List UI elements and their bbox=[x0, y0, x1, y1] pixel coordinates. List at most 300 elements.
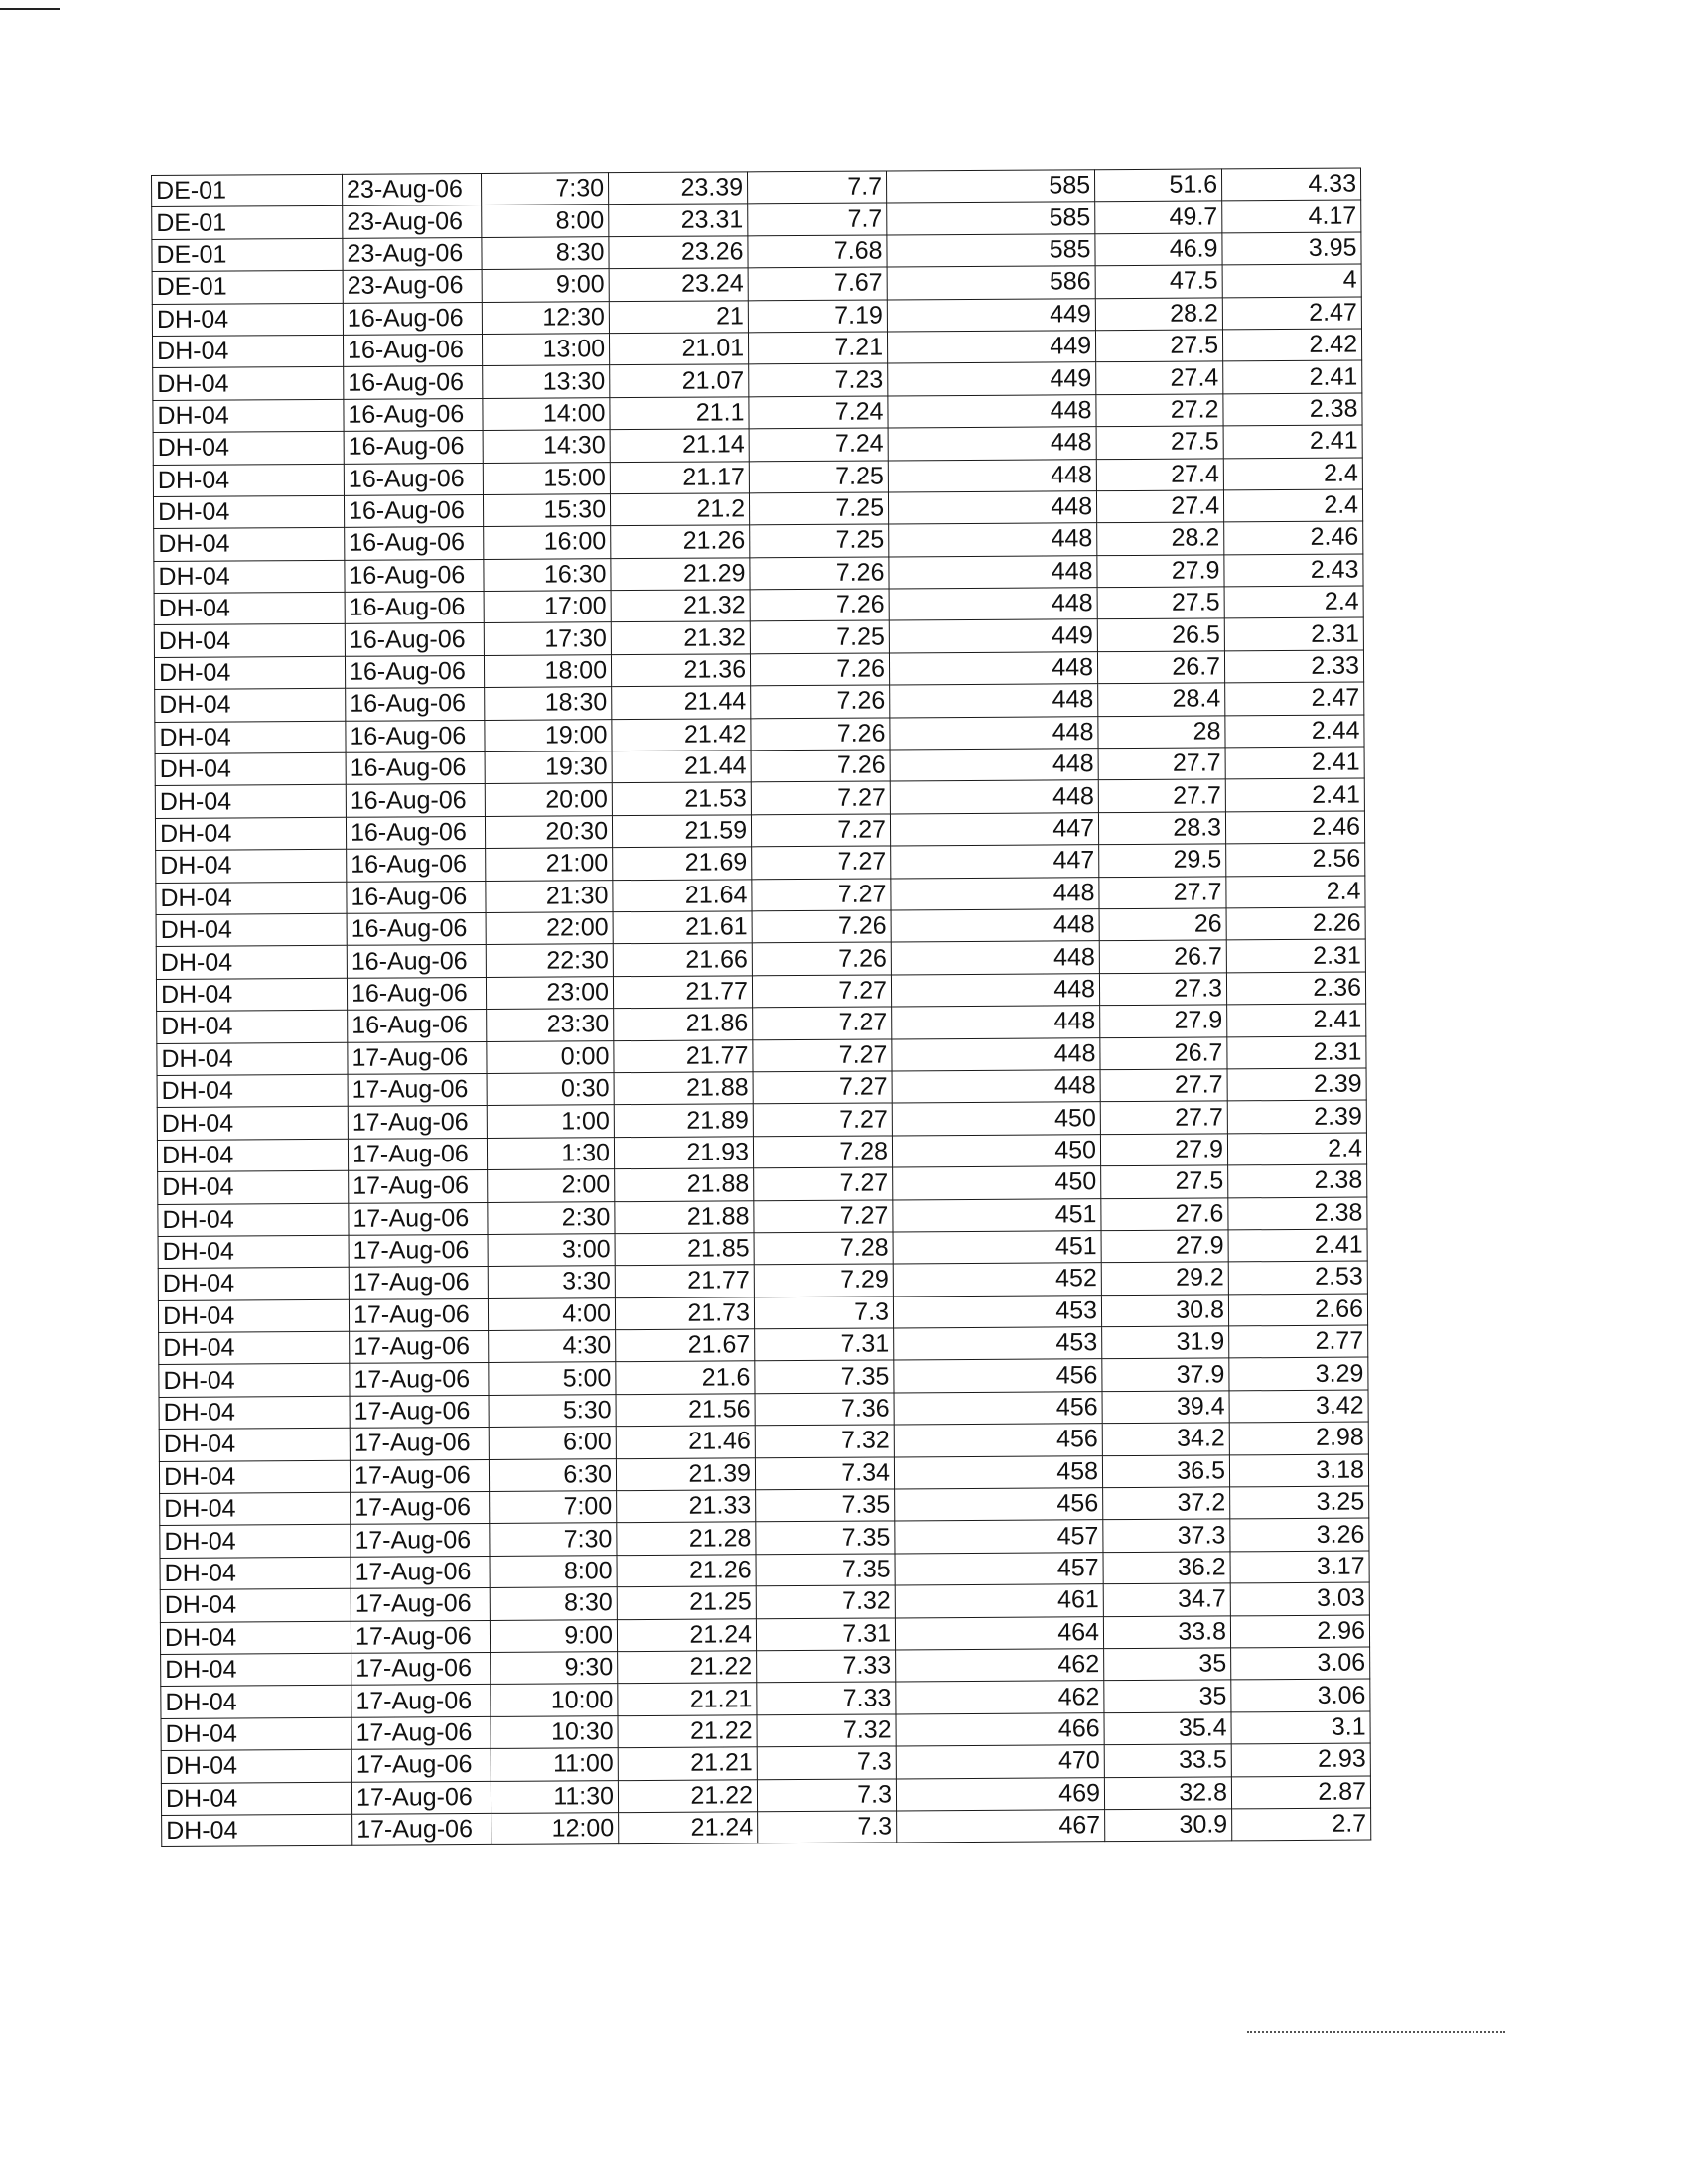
table-cell: 26.5 bbox=[1097, 618, 1224, 651]
table-cell: 3.18 bbox=[1229, 1454, 1368, 1487]
table-cell: 13:30 bbox=[483, 365, 610, 398]
table-cell: 16-Aug-06 bbox=[344, 463, 483, 495]
table-cell: 21.14 bbox=[610, 429, 749, 462]
table-cell: 21.88 bbox=[615, 1200, 754, 1233]
table-cell: 5:30 bbox=[489, 1395, 616, 1428]
table-cell: 2.41 bbox=[1223, 360, 1362, 393]
scan-artifact-line bbox=[0, 8, 60, 10]
table-cell: 2.56 bbox=[1226, 843, 1365, 876]
table-cell: 448 bbox=[889, 555, 1097, 589]
table-cell: 27.5 bbox=[1101, 1165, 1228, 1198]
table-cell: 17-Aug-06 bbox=[351, 1652, 491, 1685]
table-cell: 585 bbox=[886, 170, 1094, 204]
table-cell: 7.26 bbox=[750, 653, 889, 686]
table-cell: 27.7 bbox=[1098, 748, 1225, 780]
table-cell: DE-01 bbox=[152, 270, 343, 304]
table-cell: 7.68 bbox=[748, 235, 887, 268]
table-cell: 7:30 bbox=[490, 1523, 617, 1556]
table-cell: 7.33 bbox=[757, 1650, 896, 1683]
table-cell: 6:30 bbox=[489, 1458, 616, 1491]
table-cell: 462 bbox=[896, 1649, 1104, 1683]
table-cell: 17-Aug-06 bbox=[348, 1073, 487, 1106]
table-cell: 7.27 bbox=[752, 846, 891, 879]
table-cell: DH-04 bbox=[159, 1460, 350, 1494]
table-cell: 2.41 bbox=[1228, 1229, 1367, 1262]
table-cell: 27.9 bbox=[1101, 1230, 1228, 1263]
table-cell: 7.32 bbox=[755, 1425, 894, 1457]
table-cell: 22:30 bbox=[486, 944, 613, 977]
data-table-container bbox=[151, 168, 1371, 1848]
table-cell: 7.7 bbox=[748, 203, 887, 235]
table-cell: 7.31 bbox=[755, 1328, 894, 1361]
table-cell: 7.67 bbox=[748, 267, 887, 300]
table-cell: 2.33 bbox=[1224, 650, 1363, 683]
table-cell: DH-04 bbox=[155, 689, 346, 723]
table-cell: 7.27 bbox=[753, 1039, 892, 1072]
table-cell: 2.47 bbox=[1225, 682, 1364, 715]
table-cell: 21.22 bbox=[618, 1715, 757, 1748]
table-cell: 21.88 bbox=[614, 1072, 753, 1105]
table-cell: 7.26 bbox=[750, 557, 889, 590]
table-cell: 2.39 bbox=[1227, 1068, 1366, 1101]
table-cell: 16-Aug-06 bbox=[346, 720, 485, 752]
table-cell: 46.9 bbox=[1095, 233, 1222, 266]
table-cell: 18:00 bbox=[484, 655, 611, 688]
table-cell: 9:00 bbox=[490, 1619, 617, 1652]
table-cell: DH-04 bbox=[152, 335, 343, 368]
data-table bbox=[151, 168, 1371, 1848]
table-cell: 2.26 bbox=[1226, 907, 1365, 940]
table-cell: 2.93 bbox=[1231, 1743, 1370, 1776]
table-cell: 49.7 bbox=[1095, 201, 1222, 233]
table-cell: 2.41 bbox=[1223, 425, 1362, 458]
table-cell: 16-Aug-06 bbox=[346, 751, 485, 784]
table-cell: 453 bbox=[893, 1295, 1101, 1328]
table-cell: 21.85 bbox=[615, 1233, 754, 1266]
table-cell: 449 bbox=[887, 298, 1095, 332]
table-cell: 21.42 bbox=[612, 718, 751, 751]
table-cell: 3.25 bbox=[1230, 1486, 1369, 1519]
table-cell: 21.1 bbox=[610, 397, 749, 430]
table-cell: 27.6 bbox=[1101, 1197, 1228, 1230]
table-cell: DE-01 bbox=[152, 238, 343, 272]
table-cell: DH-04 bbox=[158, 1203, 349, 1237]
table-cell: 449 bbox=[888, 362, 1096, 396]
table-cell: 21.33 bbox=[617, 1490, 756, 1523]
table-cell: 29.5 bbox=[1099, 844, 1226, 877]
table-cell: 21.61 bbox=[613, 911, 752, 944]
table-cell: 23.26 bbox=[609, 236, 748, 269]
table-cell: 7.36 bbox=[755, 1393, 894, 1426]
table-cell: 448 bbox=[891, 909, 1099, 943]
table-cell: 7.35 bbox=[756, 1521, 895, 1554]
table-cell: 21:00 bbox=[486, 848, 613, 881]
table-cell: 7.25 bbox=[750, 524, 889, 557]
table-cell: 7.24 bbox=[749, 396, 888, 429]
table-cell: 27.4 bbox=[1096, 490, 1223, 523]
table-cell: 23:30 bbox=[487, 1009, 614, 1041]
table-cell: 17-Aug-06 bbox=[351, 1588, 490, 1621]
table-cell: 2.66 bbox=[1228, 1294, 1367, 1326]
table-cell: 17-Aug-06 bbox=[349, 1298, 488, 1331]
table-cell: 585 bbox=[887, 233, 1095, 267]
table-cell: 2.42 bbox=[1222, 329, 1361, 361]
table-cell: 450 bbox=[892, 1102, 1100, 1136]
table-cell: 16-Aug-06 bbox=[346, 816, 485, 849]
table-cell: 2.47 bbox=[1222, 297, 1361, 330]
table-cell: 21.46 bbox=[616, 1426, 755, 1458]
table-cell: 21.56 bbox=[616, 1394, 755, 1427]
table-cell: 17-Aug-06 bbox=[350, 1395, 489, 1428]
table-cell: 7.24 bbox=[749, 428, 888, 461]
table-cell: 27.7 bbox=[1099, 876, 1226, 908]
table-cell: 2.4 bbox=[1223, 489, 1362, 522]
table-cell: 21.59 bbox=[612, 815, 751, 848]
table-cell: 448 bbox=[889, 523, 1097, 557]
table-cell: 21.24 bbox=[619, 1812, 758, 1844]
table-cell: 457 bbox=[895, 1520, 1103, 1554]
table-cell: 7.32 bbox=[756, 1585, 895, 1618]
table-cell: 34.7 bbox=[1103, 1583, 1230, 1616]
table-cell: 3:30 bbox=[488, 1266, 615, 1298]
table-cell: DH-04 bbox=[158, 1235, 349, 1269]
table-cell: 23:00 bbox=[486, 976, 613, 1009]
table-cell: DH-04 bbox=[161, 1686, 351, 1719]
table-cell: 23.24 bbox=[609, 268, 748, 301]
table-cell: 17-Aug-06 bbox=[350, 1363, 489, 1396]
table-cell: 27.5 bbox=[1097, 587, 1224, 619]
scan-artifact-noise bbox=[1247, 2031, 1505, 2035]
table-cell: 17-Aug-06 bbox=[351, 1685, 491, 1717]
table-cell: 17:00 bbox=[484, 591, 611, 623]
table-cell: 21.67 bbox=[616, 1329, 755, 1362]
table-cell: 16-Aug-06 bbox=[347, 945, 486, 978]
table-cell: 9:30 bbox=[491, 1652, 618, 1685]
table-cell: 16-Aug-06 bbox=[346, 688, 485, 721]
table-cell: 51.6 bbox=[1094, 169, 1221, 202]
table-cell: 34.2 bbox=[1102, 1423, 1229, 1455]
table-cell: 16:30 bbox=[484, 558, 611, 591]
table-cell: 7.7 bbox=[747, 171, 886, 204]
table-cell: DH-04 bbox=[157, 1042, 348, 1076]
table-cell: 3.26 bbox=[1230, 1518, 1369, 1551]
table-cell: 19:00 bbox=[485, 719, 612, 751]
table-cell: 16-Aug-06 bbox=[345, 655, 484, 688]
table-cell: 2.96 bbox=[1230, 1615, 1369, 1648]
table-cell: 7.3 bbox=[757, 1746, 896, 1779]
table-cell: DH-04 bbox=[160, 1492, 351, 1526]
table-cell: 33.8 bbox=[1103, 1615, 1230, 1648]
table-cell: 19:30 bbox=[485, 751, 612, 784]
table-cell: 16-Aug-06 bbox=[344, 398, 483, 431]
table-cell: DH-04 bbox=[160, 1525, 351, 1559]
table-cell: 0:00 bbox=[487, 1040, 614, 1073]
table-cell: 7:30 bbox=[481, 173, 608, 205]
table-cell: 7.27 bbox=[752, 879, 891, 911]
table-cell: 7.27 bbox=[753, 1071, 892, 1104]
table-cell: 2.36 bbox=[1226, 972, 1365, 1005]
table-cell: 5:00 bbox=[489, 1362, 616, 1395]
table-cell: 21.93 bbox=[614, 1137, 753, 1169]
table-cell: 1:30 bbox=[487, 1137, 614, 1169]
table-cell: 27.4 bbox=[1096, 458, 1223, 490]
table-cell: 17-Aug-06 bbox=[350, 1331, 489, 1364]
table-cell: 21.17 bbox=[610, 461, 749, 493]
table-cell: 2.41 bbox=[1227, 1004, 1366, 1036]
table-cell: 17-Aug-06 bbox=[349, 1170, 488, 1203]
table-cell: 2.46 bbox=[1225, 811, 1364, 844]
table-cell: 3.95 bbox=[1222, 232, 1361, 265]
table-cell: 26.7 bbox=[1100, 1036, 1227, 1069]
table-cell: 37.3 bbox=[1103, 1519, 1230, 1552]
table-cell: 21.22 bbox=[618, 1651, 757, 1684]
table-cell: 10:00 bbox=[491, 1684, 618, 1716]
table-cell: 21.77 bbox=[614, 1039, 753, 1072]
table-cell: DH-04 bbox=[155, 721, 346, 754]
table-cell: 30.9 bbox=[1105, 1809, 1232, 1842]
table-cell: 4.33 bbox=[1221, 168, 1360, 201]
table-cell: 456 bbox=[894, 1424, 1102, 1457]
table-cell: 7.32 bbox=[757, 1714, 896, 1747]
table-cell: 7.21 bbox=[748, 332, 887, 364]
table-cell: DH-04 bbox=[161, 1782, 351, 1816]
table-cell: 448 bbox=[888, 491, 1096, 525]
table-cell: 7.26 bbox=[751, 685, 890, 718]
table-cell: DE-01 bbox=[152, 206, 343, 240]
table-cell: DH-04 bbox=[156, 882, 347, 915]
table-cell: 448 bbox=[891, 941, 1099, 975]
table-cell: DH-04 bbox=[159, 1364, 350, 1398]
table-cell: 2.4 bbox=[1226, 876, 1365, 908]
table-cell: 21.29 bbox=[611, 558, 750, 591]
table-cell: 23-Aug-06 bbox=[343, 270, 482, 303]
table-cell: 21.25 bbox=[617, 1586, 756, 1619]
table-cell: 2.41 bbox=[1225, 778, 1364, 811]
table-cell: 17-Aug-06 bbox=[351, 1781, 491, 1814]
table-cell: 8:00 bbox=[482, 205, 609, 237]
table-cell: 27.7 bbox=[1098, 779, 1225, 812]
table-cell: 16-Aug-06 bbox=[345, 559, 484, 592]
table-cell: DH-04 bbox=[159, 1429, 350, 1462]
table-cell: 17-Aug-06 bbox=[349, 1234, 488, 1267]
table-cell: 448 bbox=[888, 394, 1096, 428]
table-cell: 31.9 bbox=[1102, 1326, 1229, 1359]
table-cell: 27.7 bbox=[1100, 1101, 1227, 1134]
table-cell: 448 bbox=[888, 427, 1096, 461]
table-cell: 21:30 bbox=[486, 880, 613, 912]
table-cell: 16-Aug-06 bbox=[347, 849, 486, 882]
table-cell: 17-Aug-06 bbox=[348, 1138, 487, 1170]
table-cell: 457 bbox=[895, 1552, 1103, 1585]
table-cell: DH-04 bbox=[159, 1396, 350, 1430]
table-cell: DH-04 bbox=[156, 978, 347, 1012]
table-cell: 17-Aug-06 bbox=[351, 1620, 490, 1653]
table-cell: DH-04 bbox=[156, 913, 347, 947]
table-cell: 2.44 bbox=[1225, 715, 1364, 748]
table-cell: 14:30 bbox=[483, 430, 610, 463]
table-cell: 452 bbox=[893, 1263, 1101, 1297]
table-cell: 17-Aug-06 bbox=[352, 1813, 491, 1845]
table-cell: 21.6 bbox=[616, 1361, 755, 1394]
table-cell: 2.31 bbox=[1227, 1036, 1366, 1069]
table-cell: 448 bbox=[892, 1037, 1100, 1071]
table-cell: 450 bbox=[892, 1134, 1100, 1167]
table-cell: 21.66 bbox=[613, 943, 752, 976]
table-cell: 4:30 bbox=[489, 1330, 616, 1363]
table-cell: 37.9 bbox=[1102, 1358, 1229, 1391]
table-cell: 2.41 bbox=[1225, 747, 1364, 779]
table-cell: 17-Aug-06 bbox=[350, 1428, 489, 1460]
table-cell: 21.86 bbox=[614, 1008, 753, 1040]
table-cell: 27.5 bbox=[1096, 426, 1223, 459]
table-cell: 2.43 bbox=[1224, 554, 1363, 587]
table-cell: 16-Aug-06 bbox=[348, 1010, 487, 1042]
table-cell: 12:00 bbox=[491, 1813, 619, 1845]
table-cell: 16-Aug-06 bbox=[345, 527, 484, 560]
table-cell: 26.7 bbox=[1099, 940, 1226, 973]
table-cell: 21.73 bbox=[615, 1297, 754, 1329]
table-cell: 8:30 bbox=[490, 1587, 617, 1620]
table-cell: 23-Aug-06 bbox=[342, 173, 481, 205]
table-cell: 2:30 bbox=[488, 1201, 615, 1234]
table-cell: 16-Aug-06 bbox=[347, 912, 486, 945]
table-cell: 3.06 bbox=[1231, 1647, 1370, 1680]
table-cell: 7.28 bbox=[754, 1232, 893, 1265]
table-cell: 37.2 bbox=[1103, 1487, 1230, 1520]
table-cell: 448 bbox=[890, 716, 1098, 750]
table-cell: 23-Aug-06 bbox=[343, 205, 482, 238]
table-cell: 18:30 bbox=[485, 687, 612, 720]
table-cell: DH-04 bbox=[161, 1717, 351, 1751]
table-cell: 7.34 bbox=[755, 1457, 894, 1490]
table-cell: 466 bbox=[896, 1712, 1104, 1746]
table-cell: 2.4 bbox=[1227, 1133, 1366, 1165]
table-cell: 23-Aug-06 bbox=[343, 237, 482, 270]
table-cell: 4 bbox=[1222, 264, 1361, 297]
table-cell: 3.42 bbox=[1229, 1390, 1368, 1423]
table-cell: 1:00 bbox=[487, 1105, 614, 1138]
table-cell: 7.35 bbox=[756, 1489, 895, 1522]
table-cell: 3.03 bbox=[1230, 1582, 1369, 1615]
table-cell: DH-04 bbox=[158, 1299, 349, 1333]
table-cell: 4:00 bbox=[488, 1297, 615, 1330]
table-cell: 17-Aug-06 bbox=[349, 1267, 488, 1299]
table-cell: 17-Aug-06 bbox=[351, 1556, 490, 1588]
table-cell: DH-04 bbox=[160, 1588, 351, 1622]
table-cell: DH-04 bbox=[153, 464, 344, 497]
table-cell: 8:30 bbox=[482, 236, 609, 269]
table-cell: 15:00 bbox=[483, 462, 610, 494]
table-cell: 17-Aug-06 bbox=[350, 1459, 489, 1492]
table-cell: 4.17 bbox=[1222, 200, 1361, 232]
table-cell: 28.2 bbox=[1097, 522, 1224, 555]
table-cell: 13:00 bbox=[482, 334, 609, 366]
table-cell: 586 bbox=[887, 266, 1095, 300]
table-cell: 29.2 bbox=[1101, 1262, 1228, 1295]
table-cell: 451 bbox=[893, 1231, 1101, 1265]
table-cell: DH-04 bbox=[155, 817, 346, 851]
table-cell: 7.35 bbox=[756, 1554, 895, 1586]
table-cell: 7.25 bbox=[750, 620, 889, 653]
table-cell: 470 bbox=[896, 1745, 1104, 1779]
table-cell: 17-Aug-06 bbox=[348, 1041, 487, 1074]
table-cell: 27.9 bbox=[1097, 555, 1224, 588]
table-cell: 8:00 bbox=[490, 1555, 617, 1587]
table-cell: 448 bbox=[889, 588, 1097, 621]
table-cell: DH-04 bbox=[160, 1557, 351, 1590]
table-cell: 7.26 bbox=[750, 589, 889, 621]
table-cell: 7.27 bbox=[751, 814, 890, 847]
table-cell: 23.39 bbox=[608, 172, 747, 205]
table-cell: 16-Aug-06 bbox=[345, 592, 484, 624]
table-cell: 2.4 bbox=[1224, 586, 1363, 618]
table-cell: 21.28 bbox=[617, 1522, 756, 1555]
table-cell: 448 bbox=[891, 877, 1099, 910]
table-cell: 26.7 bbox=[1097, 651, 1224, 684]
table-cell: 448 bbox=[892, 1006, 1100, 1039]
table-cell: 16-Aug-06 bbox=[345, 623, 484, 656]
table-cell: 7.33 bbox=[757, 1682, 896, 1714]
table-cell: 2.53 bbox=[1228, 1261, 1367, 1294]
table-cell: 469 bbox=[896, 1777, 1104, 1811]
table-cell: 21.39 bbox=[616, 1457, 755, 1490]
table-cell: 448 bbox=[888, 459, 1096, 492]
table-cell: DH-04 bbox=[153, 431, 344, 465]
table-cell: 7.27 bbox=[754, 1199, 893, 1232]
table-cell: 450 bbox=[893, 1166, 1101, 1200]
table-cell: 447 bbox=[891, 845, 1099, 879]
table-cell: DE-01 bbox=[152, 174, 343, 207]
table-cell: 21.32 bbox=[611, 590, 750, 622]
table-cell: 2.39 bbox=[1227, 1100, 1366, 1133]
table-cell: 17-Aug-06 bbox=[351, 1524, 490, 1557]
table-cell: 448 bbox=[890, 749, 1098, 782]
table-cell: 2.38 bbox=[1228, 1197, 1367, 1230]
table-cell: 21.64 bbox=[613, 879, 752, 911]
table-cell: 7.26 bbox=[752, 910, 891, 943]
table-cell: 35.4 bbox=[1104, 1712, 1231, 1745]
table-cell: 453 bbox=[894, 1327, 1102, 1361]
table-cell: 448 bbox=[892, 1070, 1100, 1104]
table-cell: 464 bbox=[895, 1616, 1103, 1650]
table-cell: 21.77 bbox=[615, 1265, 754, 1297]
table-cell: DH-04 bbox=[155, 785, 346, 819]
table-cell: 17-Aug-06 bbox=[351, 1716, 491, 1749]
table-cell: DH-04 bbox=[154, 560, 345, 594]
table-cell: 36.2 bbox=[1103, 1552, 1230, 1584]
table-cell: 17:30 bbox=[484, 622, 611, 655]
table-cell: 16-Aug-06 bbox=[344, 431, 483, 464]
table-cell: DH-04 bbox=[161, 1749, 351, 1783]
table-cell: DH-04 bbox=[161, 1653, 351, 1687]
table-cell: 22:00 bbox=[486, 912, 613, 945]
table-cell: 7.19 bbox=[748, 300, 887, 333]
table-cell: 7.3 bbox=[757, 1778, 896, 1811]
table-cell: 21.44 bbox=[612, 751, 751, 783]
table-cell: 3:00 bbox=[488, 1234, 615, 1267]
table-cell: 35 bbox=[1104, 1680, 1231, 1712]
table-cell: DH-04 bbox=[157, 1139, 348, 1172]
table-cell: DH-04 bbox=[157, 1074, 348, 1108]
table-cell: 16-Aug-06 bbox=[343, 334, 482, 366]
table-cell: 23.31 bbox=[609, 204, 748, 236]
table-cell: 35 bbox=[1104, 1648, 1231, 1681]
table-cell: 462 bbox=[896, 1681, 1104, 1714]
table-cell: 7.35 bbox=[755, 1360, 894, 1393]
table-cell: 27.7 bbox=[1100, 1069, 1227, 1102]
table-cell: 11:30 bbox=[491, 1780, 618, 1813]
table-cell: 21.36 bbox=[611, 654, 750, 687]
